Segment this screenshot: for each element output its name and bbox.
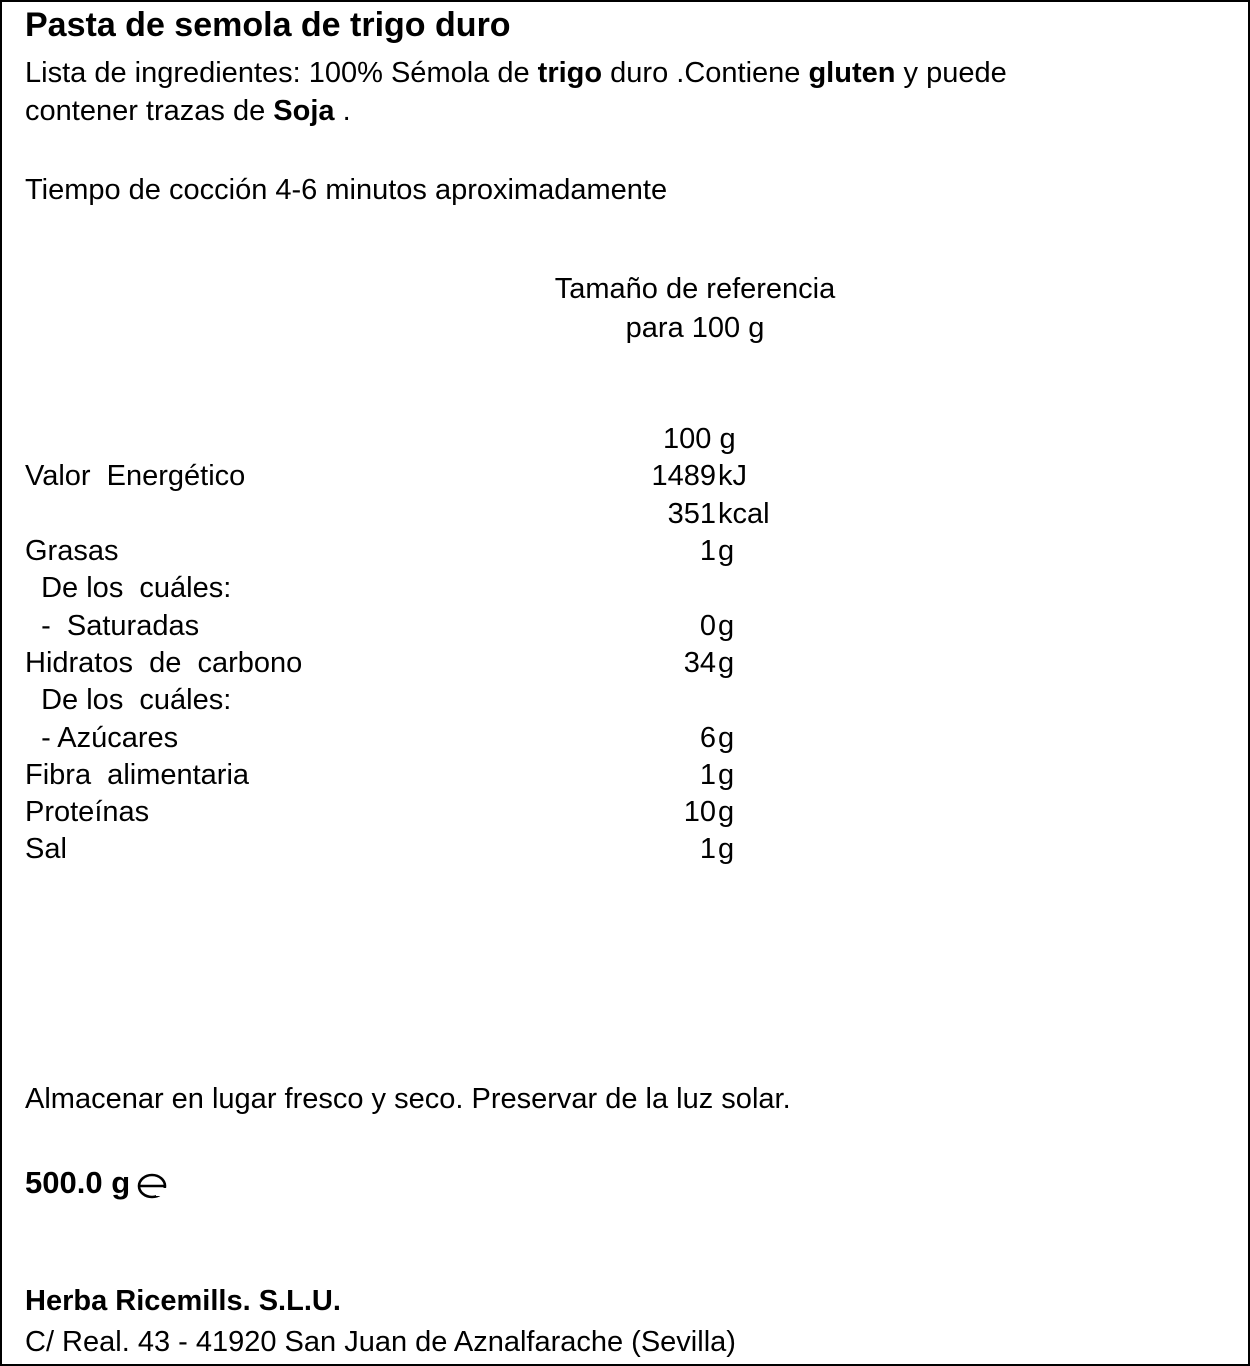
allergen-gluten: gluten	[808, 57, 896, 89]
nutrient-unit: g	[718, 833, 735, 865]
nutrient-label: Hidratos de carbono	[25, 647, 303, 679]
nutrient-label: Fibra alimentaria	[25, 759, 250, 791]
nutrient-amount: 6	[699, 722, 716, 754]
nutrient-amount: 34	[683, 647, 716, 679]
reference-size-line-2: para 100 g	[625, 312, 765, 344]
net-weight	[25, 1166, 168, 1200]
ingredients-text: duro .Contiene	[602, 57, 809, 89]
nutrient-label: Sal	[25, 833, 67, 865]
ingredients-text: y puede	[895, 57, 1007, 89]
nutrient-label: De los cuáles:	[25, 572, 232, 604]
nutrient-label: - Saturadas	[25, 610, 200, 642]
nutrient-amount: 351	[667, 498, 716, 530]
net-weight-value: 500.0 g	[25, 1165, 131, 1200]
manufacturer-name: Herba Ricemills. S.L.U.	[25, 1285, 341, 1317]
manufacturer-address: C/ Real. 43 - 41920 San Juan de Aznalfarache (Sevilla)	[25, 1326, 736, 1358]
nutrient-unit: g	[718, 796, 735, 828]
nutrient-label: Proteínas	[25, 796, 150, 828]
nutrient-unit: g	[718, 610, 735, 642]
nutrient-label: De los cuáles:	[25, 684, 232, 716]
nutrient-label: Grasas	[25, 535, 119, 567]
nutrition-column-header: 100 g	[663, 423, 736, 455]
cooking-time: Tiempo de cocción 4-6 minutos aproximadamente	[25, 174, 668, 206]
nutrient-label: Valor Energético	[25, 460, 246, 492]
storage-instructions: Almacenar en lugar fresco y seco. Preservar de la luz solar.	[25, 1083, 791, 1115]
product-title: Pasta de semola de trigo duro	[25, 6, 511, 44]
ingredients-text: Lista de ingredientes: 100% Sémola de	[25, 57, 538, 89]
nutrient-unit: g	[718, 647, 735, 679]
nutrient-unit: kcal	[718, 498, 770, 530]
ingredients-text: contener trazas de	[25, 95, 274, 127]
nutrient-amount: 1	[699, 535, 716, 567]
estimated-sign-icon	[136, 1170, 168, 1200]
nutrient-amount: 10	[683, 796, 716, 828]
nutrient-unit: g	[718, 722, 735, 754]
nutrient-amount: 0	[699, 610, 716, 642]
allergen-soja: Soja	[273, 95, 335, 127]
nutrient-amount: 1	[699, 759, 716, 791]
nutrient-label: - Azúcares	[25, 722, 179, 754]
ingredients-line-1	[25, 56, 1007, 90]
reference-size-line-1: Tamaño de referencia	[554, 273, 836, 305]
ingredients-text: .	[334, 95, 351, 127]
nutrient-unit: kJ	[718, 460, 747, 492]
nutrient-amount: 1	[699, 833, 716, 865]
allergen-trigo: trigo	[537, 57, 603, 89]
ingredients-line-2	[25, 94, 351, 128]
nutrient-unit: g	[718, 535, 735, 567]
nutrient-amount: 1489	[651, 460, 716, 492]
nutrient-unit: g	[718, 759, 735, 791]
